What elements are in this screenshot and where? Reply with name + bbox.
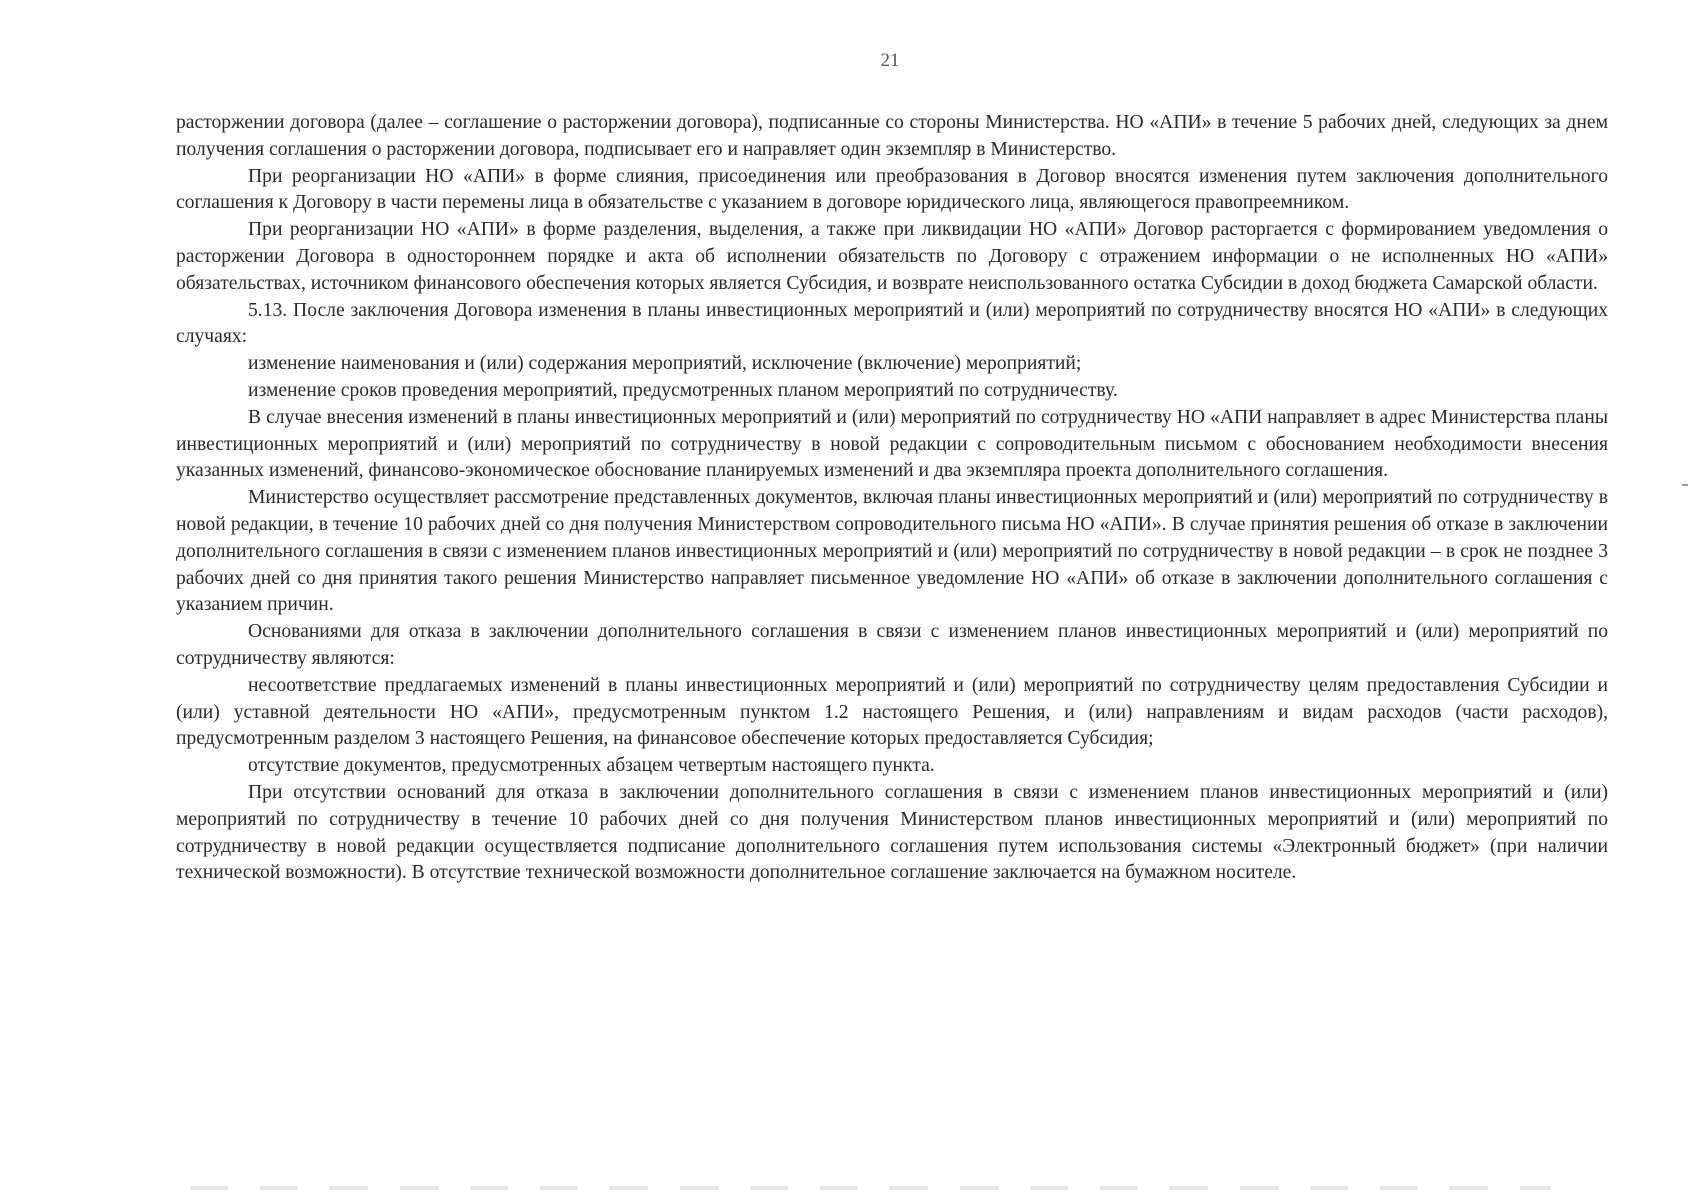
scan-edge-mark [1682,484,1688,486]
paragraph-6: изменение сроков проведения мероприятий, предусмотренных планом мероприятий по сотрудничеству. [248,379,1118,401]
page-number: 21 [880,50,900,71]
paragraph-8: Министерство осуществляет рассмотрение представленных документов, включая планы инвестиционных мероприятий и (или) мероприятий по сотрудничеству в новой редакции, в течение 10 рабочих дней со дня получения Министерством сопроводительного письма НО «АПИ». В случае принятия решения об отказе в заключении дополнительного соглашения в связи с изменением планов инвестиционных мероприятий и (или) мероприятий по сотрудничеству в новой редакции – в срок не позднее 3 рабочих дней со дня принятия такого решения Министерство направляет письменное уведомление НО «АПИ» об отказе в заключении дополнительного соглашения с указанием причин. [176,487,1608,616]
paragraph-11: отсутствие документов, предусмотренных абзацем четвертым настоящего пункта. [248,755,935,777]
paragraph-9: Основаниями для отказа в заключении дополнительного соглашения в связи с изменением планов инвестиционных мероприятий и (или) мероприятий по сотрудничеству являются: [176,621,1608,669]
paragraph-7: В случае внесения изменений в планы инвестиционных мероприятий и (или) мероприятий по сотрудничеству НО «АПИ направляет в адрес Министерства планы инвестиционных мероприятий и (или) мероприятий по сотрудничеству в новой редакции с сопроводительным письмом с обоснованием необходимости внесения указанных изменений, финансово-экономическое обоснование планируемых изменений и два экземпляра проекта дополнительного соглашения. [176,406,1608,482]
paragraph-1: расторжении договора (далее – соглашение о расторжении договора), подписанные со стороны Министерства. НО «АПИ» в течение 5 рабочих дней, следующих за днем получения соглашения о расторжении договора, подписывает его и направляет один экземпляр в Министерство. [176,112,1608,160]
paragraph-3: При реорганизации НО «АПИ» в форме разделения, выделения, а также при ликвидации НО «АПИ» Договор расторгается с формированием уведомления о расторжении Договора в одностороннем порядке и акта об исполнении обязательств по Договору с отражением информации о не исполненных НО «АПИ» обязательствах, источником финансового обеспечения которых является Субсидия, и возврате неиспользованного остатка Субсидии в доход бюджета Самарской области. [176,219,1608,294]
paragraph-5: изменение наименования и (или) содержания мероприятий, исключение (включение) мероприятий; [248,353,1082,375]
scan-artifact-line [190,1186,1550,1190]
paragraph-12: При отсутствии оснований для отказа в заключении дополнительного соглашения в связи с изменением планов инвестиционных мероприятий и (или) мероприятий по сотрудничеству в течение 10 рабочих дней со дня получения Министерством планов инвестиционных мероприятий и (или) мероприятий по сотрудничеству в новой редакции осуществляется подписание дополнительного соглашения путем использования системы «Электронный бюджет» (при наличии технической возможности). В отсутствие технической возможности дополнительное соглашение заключается на бумажном носителе. [176,781,1608,884]
paragraph-2: При реорганизации НО «АПИ» в форме слияния, присоединения или преобразования в Договор вносятся изменения путем заключения дополнительного соглашения к Договору в части перемены лица в обязательстве с указанием в договоре юридического лица, являющегося правопреемником. [176,165,1608,214]
document-body [176,110,1608,887]
paragraph-4: 5.13. После заключения Договора изменения в планы инвестиционных мероприятий и (или) мероприятий по сотрудничеству вносятся НО «АПИ» в следующих случаях: [176,299,1608,348]
paragraph-10: несоответствие предлагаемых изменений в планы инвестиционных мероприятий и (или) мероприятий по сотрудничеству целям предоставления Субсидии и (или) уставной деятельности НО «АПИ», предусмотренным пунктом 1.2 настоящего Решения, и (или) направлениям и видам расходов (части расходов), предусмотренным разделом 3 настоящего Решения, на финансовое обеспечение которых предоставляется Субсидия; [176,674,1608,750]
